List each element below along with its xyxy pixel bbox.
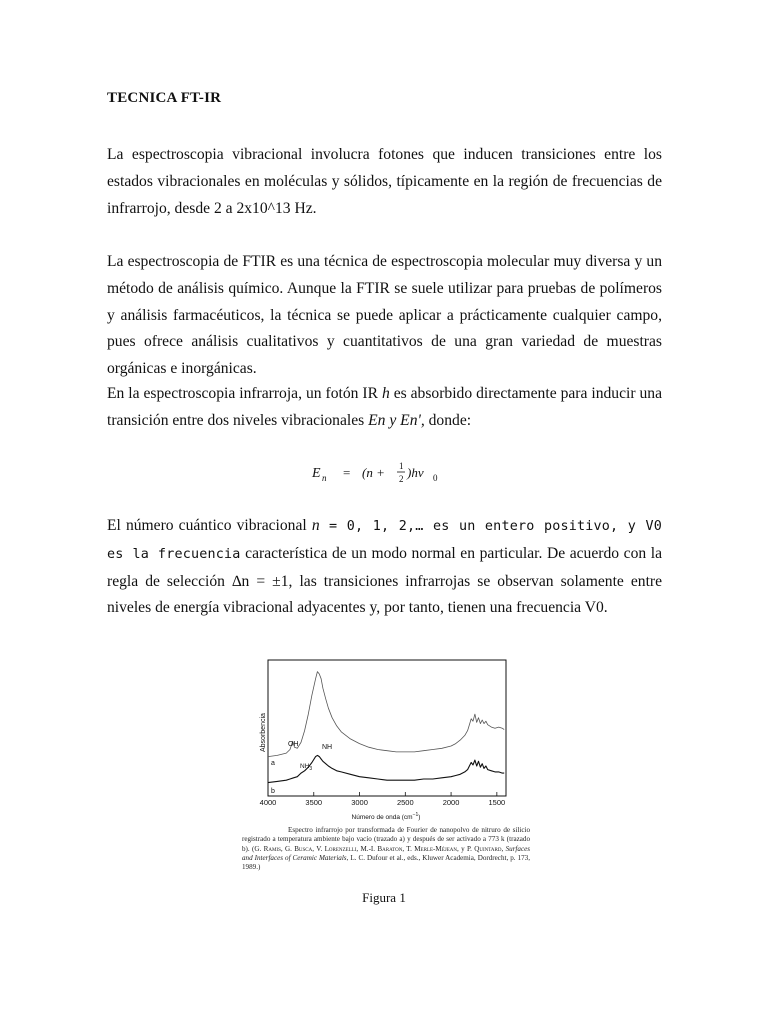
y-axis-label: Absorbencia bbox=[260, 713, 267, 752]
x-axis-tick-labels bbox=[260, 798, 506, 807]
equation-close-subscript: 0 bbox=[433, 473, 438, 483]
x-tick-label-2500: 2500 bbox=[396, 798, 414, 807]
paragraph-photon bbox=[107, 381, 662, 435]
caption-author-3: Lorenzelli bbox=[324, 844, 357, 853]
figure-label: Figura 1 bbox=[362, 890, 406, 905]
trace-label-b: b bbox=[271, 788, 275, 795]
page-title: TECNICA FT-IR bbox=[107, 90, 222, 106]
paragraph-quantum-text-3: = ±1, las transiciones infrarrojas se observan solamente entre niveles de energía vibracional adyacentes y, por tanto, tienen una frecuencia V0. bbox=[107, 572, 663, 617]
equation-close: )hv bbox=[407, 465, 424, 480]
equation-fraction-denominator: 2 bbox=[399, 474, 404, 484]
paragraph-quantum bbox=[107, 513, 662, 622]
equation-equals: = bbox=[343, 465, 351, 480]
x-tick-label-4000: 4000 bbox=[259, 798, 277, 807]
x-axis-label bbox=[352, 812, 421, 821]
paragraph-quantum-text-2: característica de un modo normal en particular. De acuerdo con la regla de selección bbox=[107, 544, 662, 590]
x-tick-label-3000: 3000 bbox=[351, 798, 368, 807]
spectrum-trace-a bbox=[268, 672, 504, 757]
paragraph-photon-text-1: En la espectroscopia infrarroja, un fotón IR bbox=[107, 385, 382, 402]
figure-caption bbox=[242, 826, 530, 872]
x-tick-label-3500: 3500 bbox=[305, 798, 323, 807]
caption-author-6: Quintard bbox=[474, 844, 502, 853]
paragraph-photon-text-3: donde: bbox=[424, 411, 472, 429]
x-axis-ticks bbox=[268, 792, 497, 796]
caption-book-title: Surfaces and Interfaces of Ceramic Materials, bbox=[242, 844, 531, 862]
equation-lhs: E bbox=[312, 466, 321, 481]
x-axis-label-end: ) bbox=[418, 814, 421, 821]
quantum-n-symbol: n bbox=[311, 517, 320, 534]
paragraph-photon-text-2: es absorbido directamente para inducir una transición entre dos niveles vibracionales bbox=[107, 385, 662, 429]
caption-sep-4: , T. bbox=[402, 844, 415, 853]
x-tick-label-1500: 1500 bbox=[488, 798, 506, 807]
paragraph-intro: La espectroscopia vibracional involucra fotones que inducen transiciones entre los estados vibracionales en moléculas y sólidos, típicamente en la región de frecuencias de infrarrojo, desde 2 a 2x10^13 Hz. bbox=[107, 146, 662, 217]
energy-levels-symbol: En y En', bbox=[368, 411, 425, 429]
ftir-spectrum-figure bbox=[238, 656, 538, 826]
caption-sep-1: , G. bbox=[280, 844, 295, 853]
caption-sep-6: , bbox=[501, 844, 506, 853]
selection-rule-symbol: ∆n bbox=[231, 572, 250, 590]
paragraph-quantum-mono: = 0, 1, 2,… es un entero positivo, y V0 es la frecuencia bbox=[107, 519, 662, 562]
trace-label-a: a bbox=[271, 760, 275, 767]
equation-lhs-subscript: n bbox=[322, 473, 327, 483]
x-axis-label-main: Número de onda (cm bbox=[351, 814, 413, 821]
peak-label-nh3-subscript: 3 bbox=[309, 766, 313, 772]
caption-sep-3: , M.-I. bbox=[356, 844, 378, 853]
peak-label-oh: OH bbox=[288, 741, 299, 748]
peak-label-nh: NH bbox=[322, 744, 333, 751]
paragraph-quantum-text-1: El número cuántico vibracional bbox=[107, 517, 312, 534]
paragraph-ftir: La espectroscopia de FTIR es una técnica de espectroscopia molecular muy diversa y un método de análisis químico. Aunque la FTIR se suele utilizar para pruebas de polímeros y análisis farmacéuticos, la técnica se puede aplicar a prácticamente cualquier campo, pues ofrece análisis cualitativos y cuantitativos de una gran variedad de muestras orgánicas e inorgánicas. bbox=[107, 253, 662, 378]
equation-open: (n + bbox=[362, 465, 385, 480]
caption-author-1: Ramis bbox=[263, 844, 281, 853]
equation-fraction-numerator: 1 bbox=[399, 461, 404, 471]
planck-symbol: h bbox=[381, 385, 390, 402]
caption-author-5: Merle-Méjean bbox=[414, 844, 457, 853]
x-axis-label-exponent: −1 bbox=[412, 812, 419, 818]
x-tick-label-2000: 2000 bbox=[442, 798, 460, 807]
plot-frame bbox=[268, 660, 506, 796]
caption-sep-2: , V. bbox=[312, 844, 325, 853]
caption-text-1: Espectro infrarrojo por transformada de Fourier de nanopolvo de nitruro de silicio registrado a temperatura ambiente bajo vacío (trazado a) y después de ser activado a 773 k (trazado b). (G. bbox=[242, 826, 530, 853]
caption-text-end: L. C. Dufour et al., eds., Kluwer Academia, Dordrecht, p. 173, 1989.) bbox=[242, 853, 530, 872]
caption-sep-5: , y P. bbox=[456, 844, 475, 853]
caption-author-2: Busca bbox=[294, 844, 313, 853]
caption-author-4: Baraton bbox=[377, 844, 403, 853]
peak-label-nh3-main: NH bbox=[300, 763, 310, 770]
energy-equation bbox=[0, 454, 768, 490]
